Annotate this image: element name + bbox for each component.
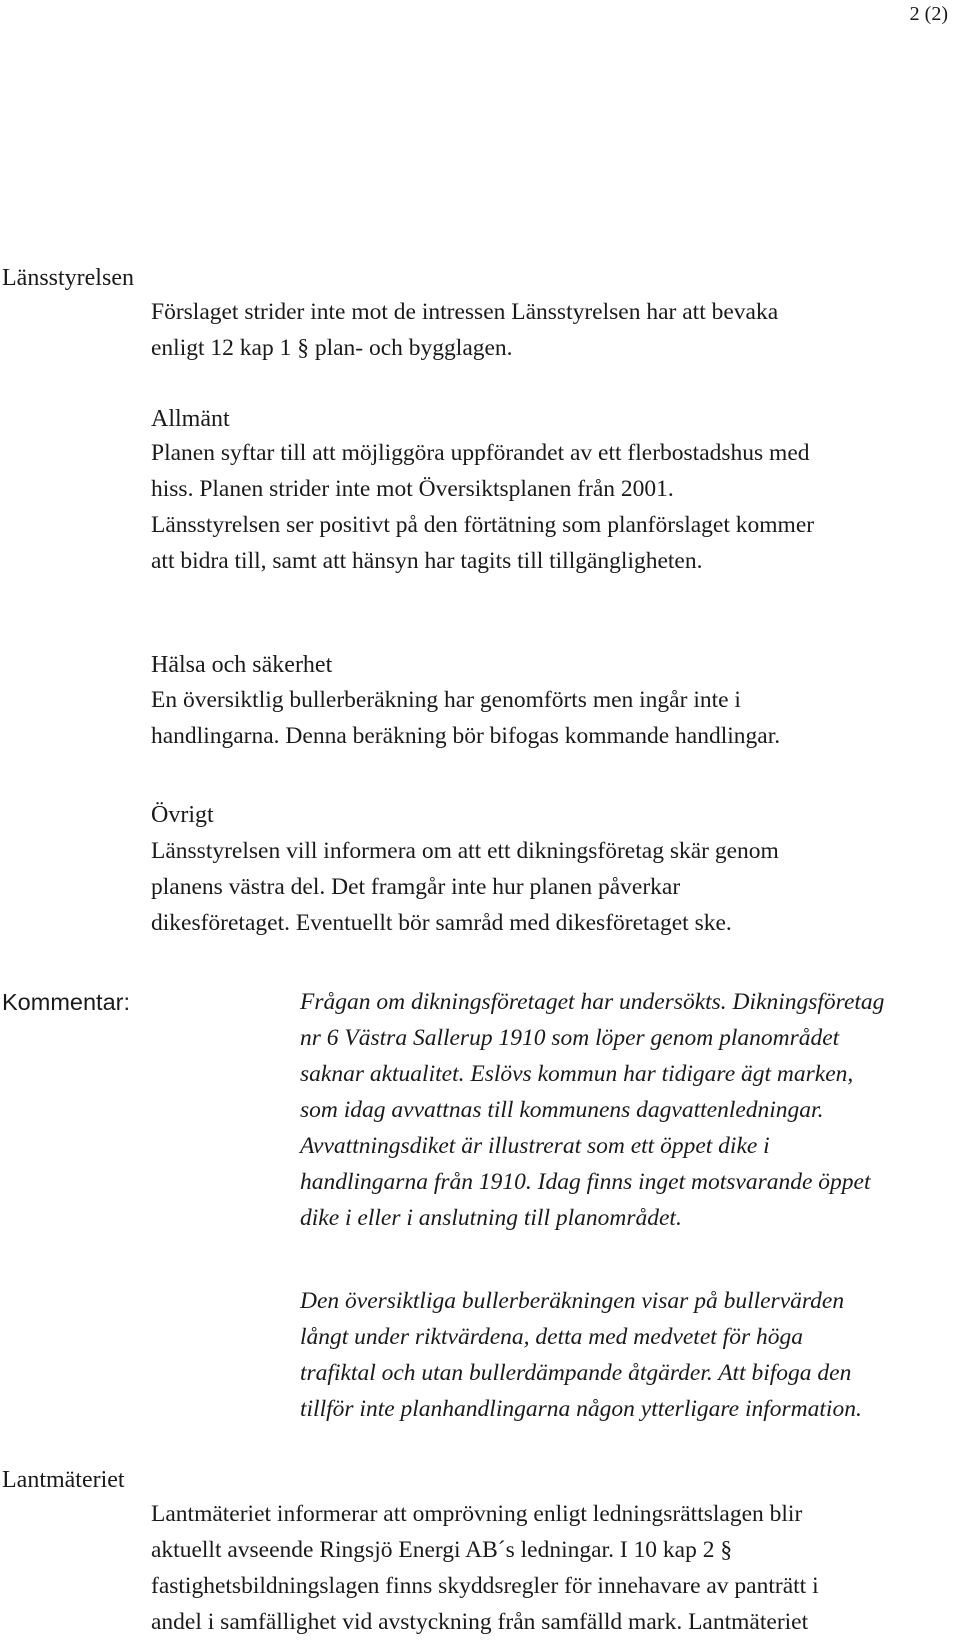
text-line: trafiktal och utan bullerdämpande åtgärder. Att bifoga den xyxy=(300,1360,852,1386)
text-line: planens västra del. Det framgår inte hur planen påverkar xyxy=(151,874,681,900)
text-line: fastighetsbildningslagen finns skyddsregler för innehavare av panträtt i xyxy=(151,1573,819,1599)
text-line: handlingarna från 1910. Idag finns inget motsvarande öppet xyxy=(300,1169,871,1195)
comment-paragraph-1 xyxy=(300,984,960,1236)
text-line: som idag avvattnas till kommunens dagvattenledningar. xyxy=(300,1097,824,1123)
subheading-allmant: Allmänt xyxy=(151,406,230,432)
text-line: enligt 12 kap 1 § plan- och bygglagen. xyxy=(151,335,513,361)
text-line: Lantmäteriet informerar att omprövning enligt ledningsrättslagen blir xyxy=(151,1501,803,1527)
text-line: hiss. Planen strider inte mot Översiktsplanen från 2001. xyxy=(151,476,674,502)
section-heading-lansstyrelsen: Länsstyrelsen xyxy=(2,265,134,291)
text-line: dike i eller i anslutning till planområdet. xyxy=(300,1205,682,1231)
subheading-halsa-och-sakerhet: Hälsa och säkerhet xyxy=(151,652,333,678)
text-line: nr 6 Västra Sallerup 1910 som löper genom planområdet xyxy=(300,1025,840,1051)
halsa-text xyxy=(151,682,941,754)
allmant-text xyxy=(151,435,941,579)
text-line: tillför inte planhandlingarna någon ytterligare information. xyxy=(300,1396,862,1422)
ovrigt-text xyxy=(151,833,941,941)
lantmateriet-text xyxy=(151,1496,941,1640)
comment-paragraph-2 xyxy=(300,1283,960,1427)
text-line: Den översiktliga bullerberäkningen visar på bullervärden xyxy=(300,1288,845,1314)
comment-label: Kommentar: xyxy=(2,989,130,1015)
text-line: En översiktlig bullerberäkning har genomförts men ingår inte i xyxy=(151,687,741,713)
text-line: att bidra till, samt att hänsyn har tagits till tillgängligheten. xyxy=(151,548,703,574)
lansstyrelsen-intro xyxy=(151,294,941,366)
text-line: långt under riktvärdena, detta med medvetet för höga xyxy=(300,1324,803,1350)
text-line: dikesföretaget. Eventuellt bör samråd med dikesföretaget ske. xyxy=(151,910,732,936)
text-line: Länsstyrelsen vill informera om att ett dikningsföretag skär genom xyxy=(151,838,779,864)
page-number: 2 (2) xyxy=(909,3,948,25)
text-line: andel i samfällighet vid avstyckning från samfälld mark. Lantmäteriet xyxy=(151,1609,809,1635)
text-line: saknar aktualitet. Eslövs kommun har tidigare ägt marken, xyxy=(300,1061,854,1087)
subheading-ovrigt: Övrigt xyxy=(151,802,214,828)
text-line: Frågan om dikningsföretaget har undersökts. Dikningsföretag xyxy=(300,989,885,1015)
text-line: Avvattningsdiket är illustrerat som ett öppet dike i xyxy=(300,1133,770,1159)
text-line: aktuellt avseende Ringsjö Energi AB´s ledningar. I 10 kap 2 § xyxy=(151,1537,733,1563)
text-line: Förslaget strider inte mot de intressen Länsstyrelsen har att bevaka xyxy=(151,299,779,325)
text-line: Planen syftar till att möjliggöra uppförandet av ett flerbostadshus med xyxy=(151,440,810,466)
section-heading-lantmateriet: Lantmäteriet xyxy=(2,1467,125,1493)
text-line: Länsstyrelsen ser positivt på den förtätning som planförslaget kommer xyxy=(151,512,815,538)
text-line: handlingarna. Denna beräkning bör bifogas kommande handlingar. xyxy=(151,723,781,749)
